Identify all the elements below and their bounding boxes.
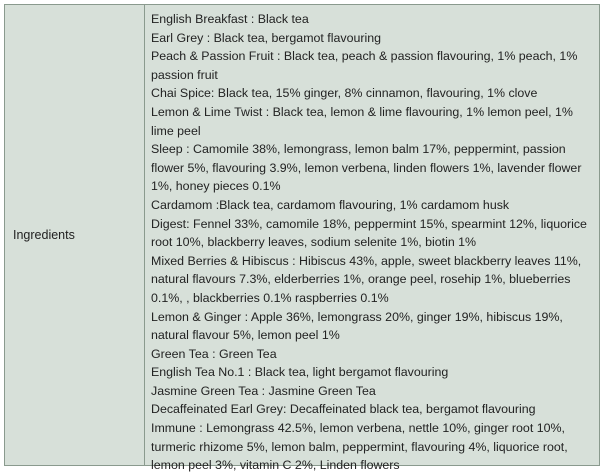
ingredient-entry-peach-passion: Peach & Passion Fruit : Black tea, peach & passion flavouring, 1% peach, 1% passion fruit xyxy=(151,49,578,82)
ingredient-entry-lemon-ginger: Lemon & Ginger : Apple 36%, lemongrass 20%, ginger 19%, hibiscus 19%, natural flavour 5%, lemon peel 1% xyxy=(151,309,563,343)
row-label-cell xyxy=(5,5,145,465)
ingredients-table xyxy=(4,4,600,473)
ingredient-entry-digest: Digest: Fennel 33%, camomile 18%, peppermint 15%, spearmint 12%, liquorice root 10%, blackberry leaves, sodium selenite 1%, biotin 1% xyxy=(151,216,587,250)
ingredients-cell xyxy=(145,5,599,473)
ingredient-entry-green-tea: Green Tea : Green Tea xyxy=(151,346,277,361)
ingredient-entry-english-tea-no1: English Tea No.1 : Black tea, light bergamot flavouring xyxy=(151,365,449,380)
ingredient-entry-mixed-berries: Mixed Berries & Hibiscus : Hibiscus 43%, apple, sweet blackberry leaves 11%, natural flavours 7.3%, elderberries 1%, orange peel, rosehip 1%, blueberries 0.1%, , blackberries 0.1% raspberries 0.1% xyxy=(151,253,582,305)
ingredient-entry-sleep: Sleep : Camomile 38%, lemongrass, lemon balm 17%, peppermint, passion flower 5%, flavouring 3.9%, lemon verbena, linden flowers 1%, lavender flower 1%, honey pieces 0.1% xyxy=(151,142,582,194)
ingredient-entry-decaf-earl-grey: Decaffeinated Earl Grey: Decaffeinated black tea, bergamot flavouring xyxy=(151,402,536,417)
ingredient-entry-chai-spice: Chai Spice: Black tea, 15% ginger, 8% cinnamon, flavouring, 1% clove xyxy=(151,86,538,101)
ingredient-entry-english-breakfast: English Breakfast : Black tea xyxy=(151,12,309,26)
ingredient-entry-cardamom: Cardamom :Black tea, cardamom flavouring, 1% cardamom husk xyxy=(151,197,510,212)
ingredient-entry-lemon-lime: Lemon & Lime Twist : Black tea, lemon & lime flavouring, 1% lemon peel, 1% lime peel xyxy=(151,104,573,138)
row-label: Ingredients xyxy=(13,228,75,242)
ingredient-entry-immune: Immune : Lemongrass 42.5%, lemon verbena, nettle 10%, ginger root 10%, turmeric rhizome 5%, lemon balm, peppermint, flavouring 4%, liquorice root, lemon peel 3%, vitamin C 2%, Linden flowers xyxy=(151,421,568,473)
ingredient-entry-earl-grey: Earl Grey : Black tea, bergamot flavouring xyxy=(151,30,382,45)
ingredient-entry-jasmine-green-tea: Jasmine Green Tea : Jasmine Green Tea xyxy=(151,383,376,398)
